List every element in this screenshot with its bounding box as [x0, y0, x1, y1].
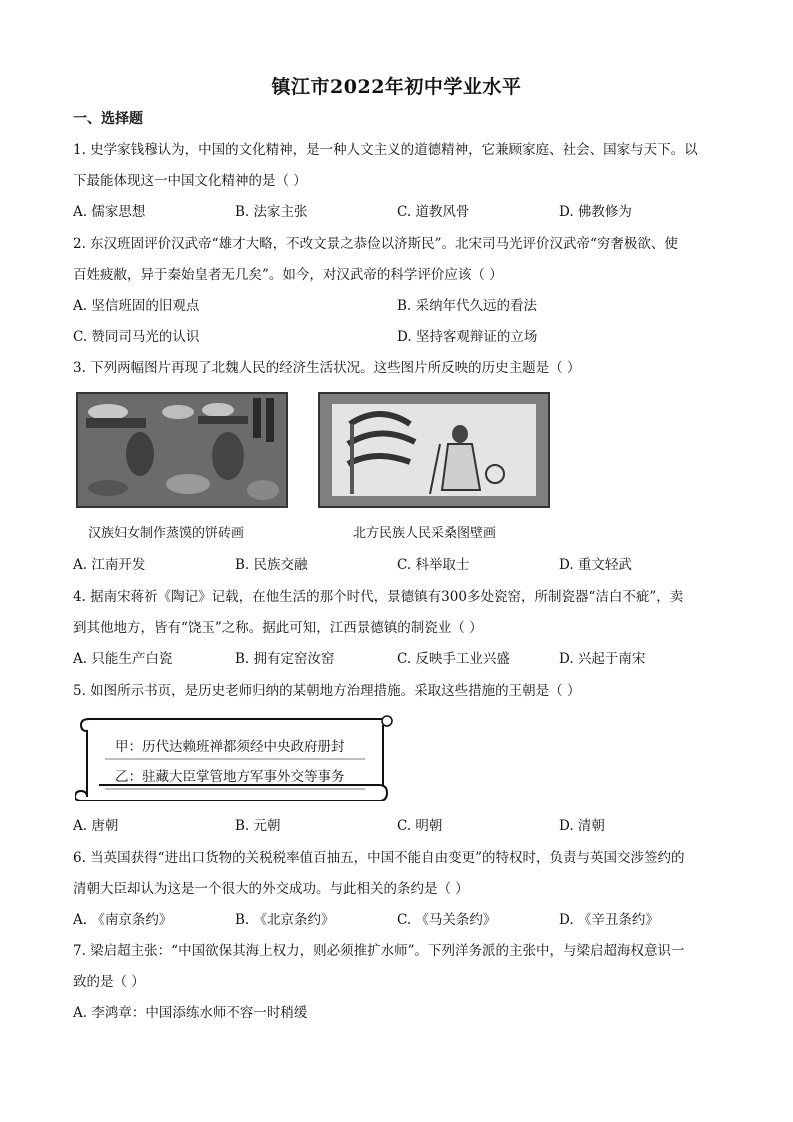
brick-painting-image	[76, 392, 288, 508]
q1-option-d: D. 佛教修为	[559, 204, 632, 220]
caption-mulberry-mural: 北方民族人民采桑图壁画	[353, 526, 497, 541]
q1-option-a: A. 儒家思想	[73, 204, 146, 220]
q6-stem-line1: 6. 当英国获得“进出口货物的关税税率值百抽五，中国不能自由变更”的特权时，负责与英国交涉签约的	[73, 850, 685, 866]
scroll-line-yi: 乙：驻藏大臣掌管地方军事外交等事务	[115, 769, 345, 785]
q1-stem-line1: 1. 史学家钱穆认为，中国的文化精神，是一种人文主义的道德精神，它兼顾家庭、社会、国家与天下。以	[73, 142, 698, 158]
q4-stem-line2: 到其他地方，皆有“饶玉”之称。据此可知，江西景德镇的制瓷业（ ）	[73, 620, 483, 636]
q6-stem-line2: 清朝大臣却认为这是一个很大的外交成功。与此相关的条约是（ ）	[73, 881, 469, 897]
q2-option-d: D. 坚持客观辩证的立场	[397, 329, 538, 345]
q3-option-d: D. 重文轻武	[559, 557, 632, 573]
q6-option-d: D. 《辛丑条约》	[559, 912, 659, 928]
q3-option-c: C. 科举取士	[397, 557, 470, 573]
q4-stem-line1: 4. 据南宋蒋祈《陶记》记载，在他生活的那个时代，景德镇有300多处瓷窑，所制瓷器“洁白不疵”，卖	[73, 589, 684, 605]
q2-option-c: C. 赞同司马光的认识	[73, 329, 200, 345]
q7-stem-line1: 7. 梁启超主张：“中国欲保其海上权力，则必须推扩水师”。下列洋务派的主张中，与梁启超海权意识一	[73, 943, 685, 959]
q5-option-b: B. 元朝	[235, 818, 281, 834]
section-heading: 一、选择题	[73, 111, 143, 127]
q5-option-a: A. 唐朝	[73, 818, 119, 834]
q6-option-c: C. 《马关条约》	[397, 912, 497, 928]
q4-option-c: C. 反映手工业兴盛	[397, 651, 510, 667]
scroll-page-figure	[75, 713, 393, 801]
q1-stem-line2: 下最能体现这一中国文化精神的是（ ）	[73, 173, 307, 189]
q3-option-a: A. 江南开发	[73, 557, 146, 573]
q1-option-b: B. 法家主张	[235, 204, 308, 220]
q4-option-a: A. 只能生产白瓷	[73, 651, 173, 667]
q6-option-b: B. 《北京条约》	[235, 912, 335, 928]
caption-brick-painting: 汉族妇女制作蒸馍的饼砖画	[88, 526, 245, 541]
q1-option-c: C. 道教风骨	[397, 204, 470, 220]
q2-stem-line2: 百姓疲敝，异于秦始皇者无几矣”。如今，对汉武帝的科学评价应该（ ）	[73, 267, 503, 283]
q3-option-b: B. 民族交融	[235, 557, 308, 573]
q6-option-a: A. 《南京条约》	[73, 912, 173, 928]
page-title: 镇江市2022年初中学业水平	[271, 76, 522, 98]
q7-option-a: A. 李鸿章：中国添练水师不容一时稍缓	[73, 1005, 308, 1021]
scroll-outline	[75, 713, 393, 801]
q2-option-b: B. 采纳年代久远的看法	[397, 298, 538, 314]
mulberry-mural-image	[318, 392, 550, 508]
q4-option-b: B. 拥有定窑汝窑	[235, 651, 335, 667]
q2-option-a: A. 坚信班固的旧观点	[73, 298, 200, 314]
q4-option-d: D. 兴起于南宋	[559, 651, 646, 667]
scroll-line-jia: 甲：历代达赖班禅都须经中央政府册封	[115, 739, 345, 755]
q2-stem-line1: 2. 东汉班固评价汉武帝“雄才大略，不改文景之恭俭以济斯民”。北宋司马光评价汉武帝“穷奢极欲、使	[73, 236, 678, 252]
q5-option-c: C. 明朝	[397, 818, 443, 834]
q3-stem-line1: 3. 下列两幅图片再现了北魏人民的经济生活状况。这些图片所反映的历史主题是（ ）	[73, 360, 581, 376]
q5-option-d: D. 清朝	[559, 818, 605, 834]
q5-stem-line1: 5. 如图所示书页，是历史老师归纳的某朝地方治理措施。采取这些措施的王朝是（ ）	[73, 683, 581, 699]
q7-stem-line2: 致的是（ ）	[73, 974, 145, 990]
